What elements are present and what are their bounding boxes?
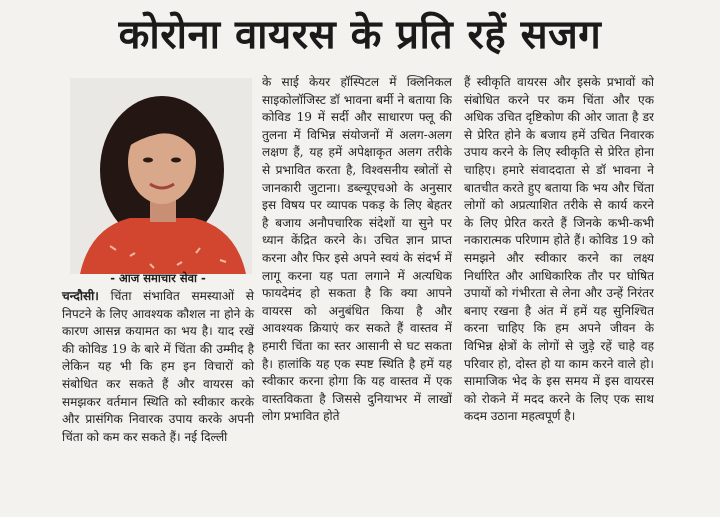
headline: कोरोना वायरस के प्रति रहें सजग bbox=[118, 12, 602, 58]
article-column-1 bbox=[62, 288, 254, 446]
column-1-text: चिंता संभावित समस्याओं से निपटने के लिए आवश्यक कौशल ना होने के कारण आसन्न कयामत का भय है। याद रखें की कोविड 19 के बारे में चिंता की उम्मीद है लेकिन यह भी कि हम इन विचारों को संबोधित कर सकते हैं और वायरस को समझकर वर्तमान स्थिति को स्वीकार करके और प्रासंगिक निवारक उपाय करके अपनी चिंता को कम कर सकते हैं। नई दिल्ली bbox=[62, 289, 254, 444]
column-3-text: हैं स्वीकृति वायरस और इसके प्रभावों को संबोधित करने पर कम चिंता और एक अधिक उचित दृष्टिकोण की ओर जाता है डर से प्रेरित होने के बजाय हमें उचित निवारक उपाय करने के लिए स्वीकृति से प्रेरित होना चाहिए। हमारे संवाददाता से डॉ भावना ने बातचीत करते हुए बताया कि भय और चिंता लोगों को अप्रत्याशित तरीके से कार्य करने के लिए प्रेरित करते हैं जिनके कभी-कभी नकारात्मक परिणाम होते हैं। कोविड 19 को समझने और स्वीकार करने का लक्ष्य निर्धारित और आधिकारिक तौर पर घोषित उपायों को गंभीरता से लेना और उन्हें निरंतर बनाए रखना है अंत में हमें यह सुनिश्चित करना चाहिए कि हम अपने जीवन के विभिन्न क्षेत्रों के लोगों से जुड़े रहें चाहे वह परिवार हो, दोस्त हो या काम करने वाले हो। सामाजिक भेद के इस समय में इस वायरस को रोकने में मदद करने के लिए एक साथ कदम उठाना महत्वपूर्ण है। bbox=[464, 75, 654, 424]
column-2-text: के साई केयर हॉस्पिटल में क्लिनिकल साइकोलॉजिस्ट डॉ भावना बर्मी ने बताया कि कोविड 19 में सर्दी और साधारण फ्लू की तुलना में विभिन्न संयोजनों में अलग-अलग लक्षण हैं, यह हमें अपेक्षाकृत अलग तरीके से प्रभावित करता है, विश्वसनीय स्त्रोतों से जानकारी जुटाना। डब्ल्यूएचओ के अनुसार इस विषय पर व्यापक पकड़ के लिए बेहतर है बजाय अनौपचारिक संदेशों या सुने पर ध्यान केंद्रित करने के। उचित ज्ञान प्राप्त करना और फिर इसे अपने स्वयं के संदर्भ में लागू करना यह पता लगाने में अत्यधिक फायदेमंद हो सकता है कि क्या आपने वायरस को अनुबंधित किया है और आवश्यक क्रियाएं कर सकते हैं वास्तव में हमारी चिंता का स्तर आसानी से घट सकता है। हालांकि यह एक स्पष्ट स्थिति है हमें यह स्वीकार करना होगा कि यह वास्तव में एक वास्तविकता है जिससे दुनियाभर में लाखों लोग प्रभावित होते bbox=[262, 75, 452, 424]
portrait-image bbox=[70, 78, 252, 274]
article-column-2 bbox=[262, 74, 452, 514]
dateline: चन्दौसी। bbox=[62, 289, 99, 303]
byline: - आज समाचार सेवा - bbox=[110, 271, 206, 285]
article-column-3 bbox=[464, 74, 654, 514]
author-photo bbox=[70, 78, 252, 274]
